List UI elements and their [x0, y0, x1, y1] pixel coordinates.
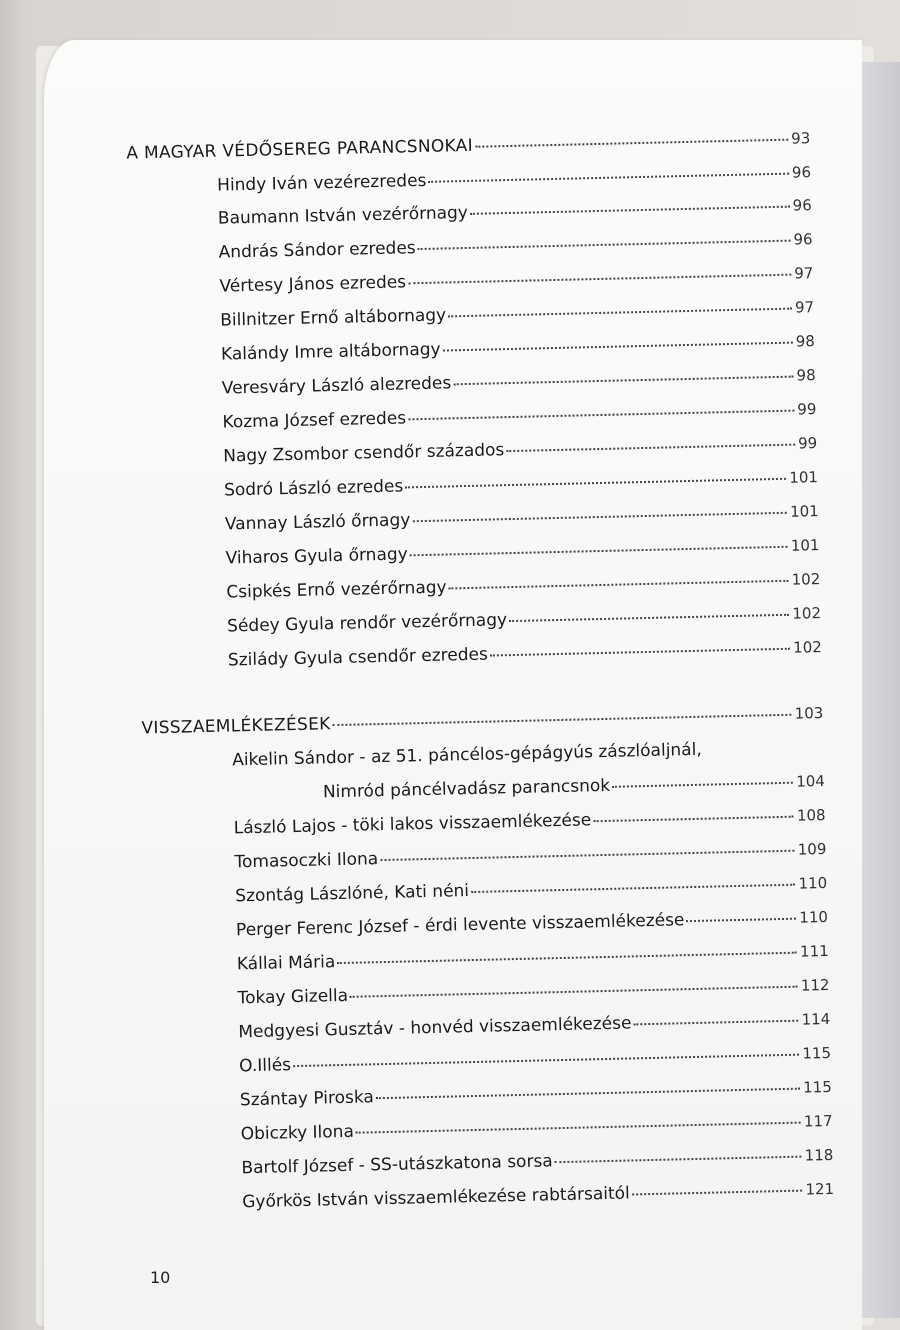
toc-entry [238, 1009, 830, 1048]
dot-leader [428, 173, 789, 183]
entry-title: Baumann István vezérőrnagy [217, 202, 469, 229]
dot-leader [509, 614, 789, 622]
entry-title: O.Illés [238, 1055, 292, 1077]
dot-leader [293, 1054, 799, 1067]
entry-page: 97 [794, 298, 815, 317]
entry-title-continuation: Nimród páncélvadász parancsnok [322, 775, 611, 803]
entry-title: Perger Ferenc József - érdi levente visszaemlékezése [235, 910, 685, 941]
entry-title: Sédey Gyula rendőr vezérőrnagy [226, 610, 508, 637]
dot-leader [632, 1190, 803, 1196]
toc-entry [221, 331, 815, 370]
toc-entry [227, 603, 821, 642]
entry-page: 104 [795, 771, 826, 791]
toc-entry [234, 805, 826, 844]
dot-leader [443, 342, 793, 352]
toc-entry [232, 737, 824, 776]
toc-entry [228, 637, 822, 676]
entry-page: 115 [802, 1077, 832, 1097]
toc-entry [225, 535, 819, 574]
toc-section-heading [126, 128, 810, 170]
entry-title: Szilády Gyula csendőr ezredes [227, 644, 489, 671]
entry-page: 102 [791, 570, 821, 589]
entry-title: Szántay Piroska [239, 1087, 375, 1111]
toc-entry [241, 1145, 833, 1184]
entry-title: Sodró László ezredes [223, 476, 404, 501]
dot-leader [470, 206, 790, 215]
dot-leader [633, 1020, 798, 1026]
dot-leader [410, 546, 788, 557]
entry-page: 102 [792, 604, 822, 623]
entry-page: 110 [798, 873, 828, 893]
entry-page: 96 [793, 230, 813, 249]
dot-leader [380, 850, 795, 861]
entry-page: 118 [804, 1145, 834, 1165]
entry-page: 110 [799, 907, 829, 927]
toc-section-heading [141, 703, 823, 744]
dot-leader [612, 782, 793, 788]
entry-title: Aikelin Sándor - az 51. páncélos-gépágyús zászlóaljnál, [231, 739, 702, 771]
toc-entry [218, 229, 812, 268]
entry-title: Billnitzer Ernő altábornagy [220, 305, 447, 331]
dot-leader [376, 1088, 800, 1100]
toc-entry [218, 195, 812, 234]
entry-page: 114 [801, 1009, 831, 1029]
toc-entry [240, 1077, 832, 1116]
section-page: 93 [790, 129, 811, 148]
dot-leader [333, 714, 792, 726]
entry-title: Vértesy János ezredes [219, 272, 407, 297]
section-title: A MAGYAR VÉDŐSEREG PARANCSNOKAI [126, 135, 474, 164]
entry-page: 97 [794, 264, 814, 283]
toc-entry [236, 907, 828, 946]
entry-page: 99 [797, 400, 817, 419]
dot-leader [593, 816, 794, 823]
page-number: 10 [150, 1268, 171, 1287]
entry-page: 98 [796, 366, 816, 385]
toc-entry [222, 399, 816, 438]
dot-leader [490, 648, 790, 657]
toc-entry [222, 365, 816, 404]
entry-page: 101 [789, 502, 819, 521]
toc-entry-continuation [323, 771, 825, 808]
toc-entry [219, 263, 813, 302]
dot-leader [453, 376, 793, 386]
entry-page: 115 [802, 1043, 832, 1063]
entry-title: Tokay Gizella [237, 985, 349, 1009]
dot-leader [448, 308, 792, 318]
entry-page: 117 [803, 1111, 833, 1131]
entry-page: 96 [791, 163, 812, 182]
entry-title: Csipkés Ernő vezérőrnagy [226, 577, 447, 603]
entry-title: Nagy Zsombor csendőr százados [223, 440, 505, 467]
entry-page: 108 [796, 805, 826, 825]
toc-entry [235, 873, 827, 912]
section-page: 103 [794, 704, 824, 723]
entry-title: Szontág Lászlóné, Kati néni [235, 881, 470, 907]
entry-title: András Sándor ezredes [218, 238, 416, 263]
dot-leader [449, 580, 789, 590]
entry-title: Kállai Mária [236, 952, 336, 975]
entry-page: 102 [792, 638, 823, 657]
toc-entry [242, 1179, 834, 1218]
entry-page: 101 [790, 536, 820, 555]
dot-leader [418, 240, 791, 250]
entry-title: Győrkös István visszaemlékezése rabtársaitól [242, 1183, 630, 1213]
entry-title: Viharos Gyula őrnagy [225, 544, 408, 569]
entry-title: Hindy Iván vezérezredes [216, 170, 427, 196]
entry-page: 99 [797, 434, 818, 453]
toc-entry [226, 569, 820, 608]
entry-title: Medgyesi Gusztáv - honvéd visszaemlékezése [238, 1013, 632, 1043]
dot-leader [356, 1122, 801, 1134]
entry-page: 111 [799, 941, 829, 961]
entry-page: 109 [797, 839, 827, 859]
entry-page: 121 [805, 1179, 835, 1199]
dot-leader [555, 1156, 802, 1164]
toc-entry [240, 1111, 832, 1150]
dot-leader [412, 512, 787, 523]
dot-leader [350, 986, 798, 998]
section-title: VISSZAEMLÉKEZÉSEK [141, 714, 331, 739]
entry-title: László Lajos - töki lakos visszaemlékezése [233, 810, 592, 839]
dot-leader [471, 884, 796, 893]
dot-leader [686, 918, 796, 922]
toc-entry [239, 1043, 831, 1082]
entry-title: Kalándy Imre altábornagy [220, 339, 441, 365]
toc-entry [234, 839, 826, 878]
toc-entry [237, 941, 829, 980]
entry-title: Vannay László őrnagy [224, 510, 411, 535]
toc-entry [223, 433, 817, 472]
toc-entry [224, 467, 818, 506]
entry-title: Tomasoczki Ilona [234, 849, 379, 873]
dot-leader [408, 274, 791, 285]
entry-page: 101 [789, 468, 819, 487]
entry-title: Bartolf József - SS-utászkatona sorsa [241, 1151, 553, 1179]
dot-leader [405, 478, 786, 489]
entry-title: Obiczky Ilona [240, 1121, 355, 1145]
toc-entry [220, 297, 814, 336]
dot-leader [506, 444, 795, 453]
dot-leader [475, 139, 788, 148]
toc-entry [225, 501, 819, 540]
entry-page: 112 [800, 975, 830, 995]
toc-entry [237, 975, 829, 1014]
toc-entry [217, 162, 811, 201]
dot-leader [408, 410, 794, 421]
entry-page: 96 [792, 196, 812, 215]
dot-leader [337, 952, 797, 964]
entry-title: Veresváry László alezredes [221, 373, 452, 399]
entry-page: 98 [795, 332, 816, 351]
entry-title: Kozma József ezredes [222, 408, 407, 433]
